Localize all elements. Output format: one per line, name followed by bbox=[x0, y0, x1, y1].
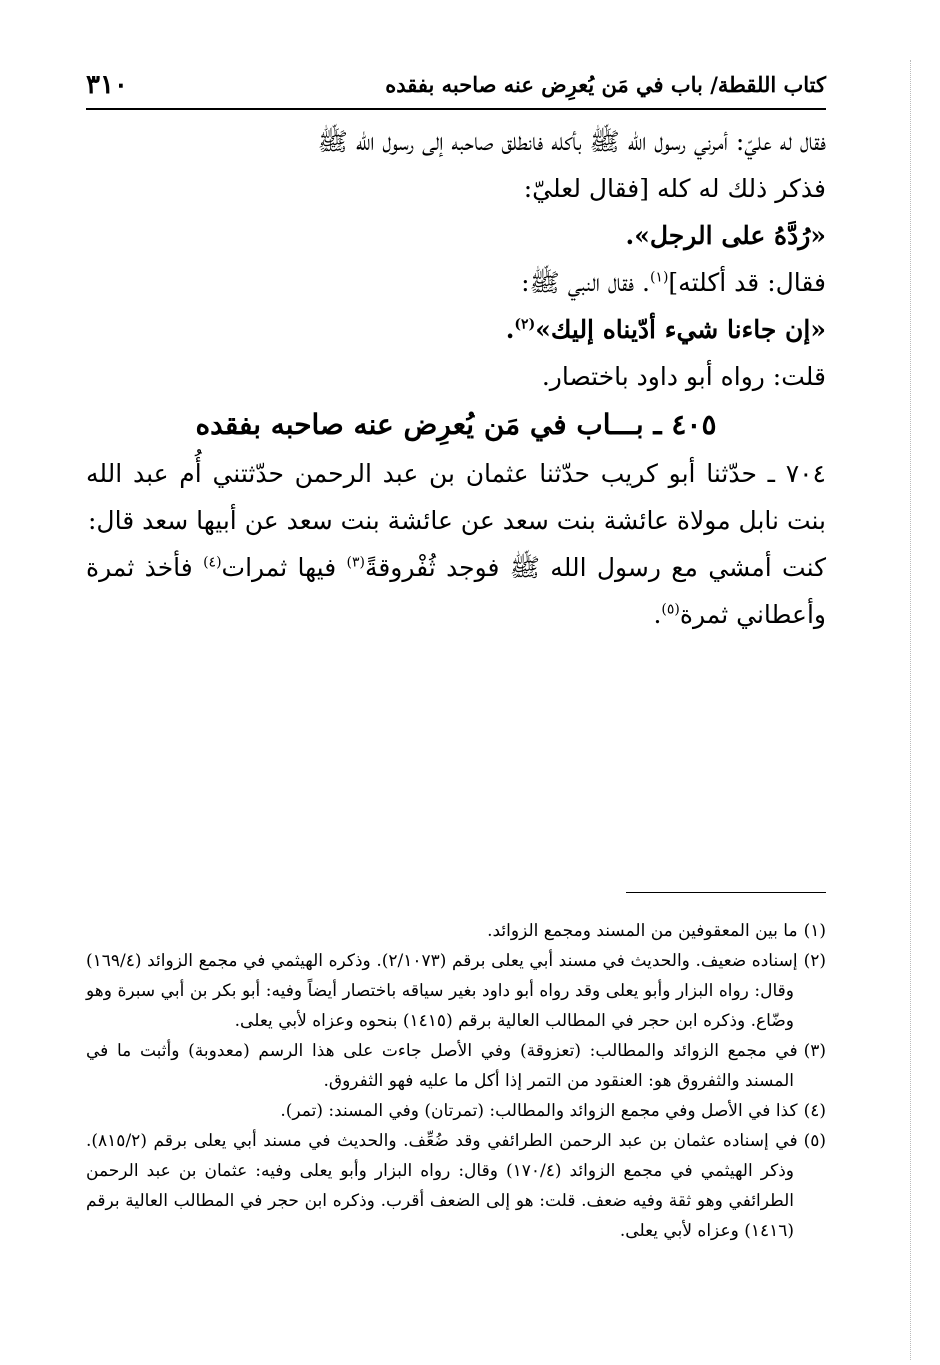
chapter-heading: ٤٠٥ ـ بـــاب في مَن يُعرِض عنه صاحبه بفقده bbox=[195, 408, 717, 441]
footnote bbox=[86, 946, 826, 1036]
footnote-text: إسناده ضعيف. والحديث في مسند أبي يعلى برقم (٢/١٠٧٣). وذكره الهيثمي في مجمع الزوائد (١٦٩/٤) وقال: رواه البزار وأبو يعلى وقد رواه أبو داود بغير سياقه باختصار أيضاً وفيه: أبو بكر بن أبي سبرة وهو وضّاع. وذكره ابن حجر في المطالب العالية برقم (١٤١٥) بنحوه وعزاه لأبي يعلى. bbox=[86, 951, 798, 1031]
matn-end: . bbox=[653, 600, 662, 629]
scan-margin-line bbox=[910, 60, 911, 1360]
footnote-number: (١) bbox=[803, 921, 826, 941]
hadith-isnad: ٧٠٤ ـ حدّثنا أبو كريب حدّثنا عثمان بن عبد الرحمن حدّثتني أُم عبد الله بنت نابل مولاة عائشة بنت سعد عن عائشة بنت سعد عن أبيها سعد قال: bbox=[86, 459, 826, 535]
footnote-ref: (٥) bbox=[661, 601, 680, 618]
footnote bbox=[86, 1126, 826, 1246]
footnote bbox=[86, 1096, 826, 1126]
footnote-ref: (٣) bbox=[346, 554, 365, 571]
page-number: ٣١٠ bbox=[86, 70, 128, 100]
footnote-text: في مجمع الزوائد والمطالب: (تعزوقة) وفي الأصل جاءت على هذا الرسم (معدوبة) وأثبت ما في المسند والثفروق هو: العنقود من التمر إذا أكل ما عليه فهو الثفروق. bbox=[86, 1041, 798, 1091]
footnote-ref: (١) bbox=[649, 269, 669, 286]
footnote-number: (٢) bbox=[803, 951, 826, 971]
footnote-number: (٣) bbox=[803, 1041, 826, 1061]
prophetic-quote: «رُدَّهُ على الرجل». bbox=[625, 221, 826, 250]
footnote-number: (٤) bbox=[803, 1101, 826, 1121]
author-note: قلت: رواه أبو داود باختصار. bbox=[541, 362, 826, 391]
said-text-cont: . فقال النبي ﷺ: bbox=[521, 268, 650, 297]
running-head: كتاب اللقطة/ باب في مَن يُعرِض عنه صاحبه بفقده bbox=[385, 72, 826, 97]
footnotes bbox=[86, 916, 826, 1246]
footnote-number: (٥) bbox=[803, 1131, 826, 1151]
footnote-text: كذا في الأصل وفي مجمع الزوائد والمطالب: (تمرتان) وفي المسند: (تمر). bbox=[280, 1101, 798, 1121]
footnote-ref: (٤) bbox=[203, 554, 222, 571]
quote-end: . bbox=[505, 315, 515, 344]
main-text bbox=[86, 118, 826, 638]
footnote-text: ما بين المعقوفين من المسند ومجمع الزوائد. bbox=[487, 921, 798, 941]
matn-part: فأخذ ثمرة وأعطاني ثمرة bbox=[86, 553, 826, 629]
footnote bbox=[86, 1036, 826, 1096]
text-line: فذكر ذلك له كله [فقال لعليّ: bbox=[523, 174, 826, 203]
footnote-ref: (٢) bbox=[514, 316, 536, 333]
footnote-text: في إسناده عثمان بن عبد الرحمن الطرائفي وقد ضُعِّف. والحديث في مسند أبي يعلى برقم (٨١٥/٢). وذكر الهيثمي في مجمع الزوائد (١٧٠/٤) وقال: رواه البزار وأبو يعلى وفيه: عثمان بن عبد الرحمن الطرائفي وهو ثقة وفيه ضعف. قلت: هو إلى الضعف أقرب. وذكره ابن حجر في المطالب العالية برقم (١٤١٦) وعزاه لأبي يعلى. bbox=[86, 1131, 798, 1241]
matn-part: كنت أمشي مع رسول الله ﷺ فوجد ثُفْروقةً bbox=[364, 553, 827, 582]
page-header bbox=[86, 68, 826, 110]
prophetic-quote bbox=[86, 306, 826, 353]
quote-text: «إن جاءنا شيء أدّيناه إليك» bbox=[535, 315, 826, 344]
text-line: فقال له عليّ: أمرني رسول الله ﷺ بأكله فانطلق صاحبه إلى رسول الله ﷺ bbox=[317, 127, 826, 156]
footnote-divider bbox=[626, 892, 826, 893]
matn-part: فيها ثمرات bbox=[221, 553, 347, 582]
hadith-matn bbox=[86, 544, 826, 638]
text-line bbox=[86, 259, 826, 306]
footnote bbox=[86, 916, 826, 946]
said-text: فقال: قد أكلته] bbox=[668, 268, 826, 297]
